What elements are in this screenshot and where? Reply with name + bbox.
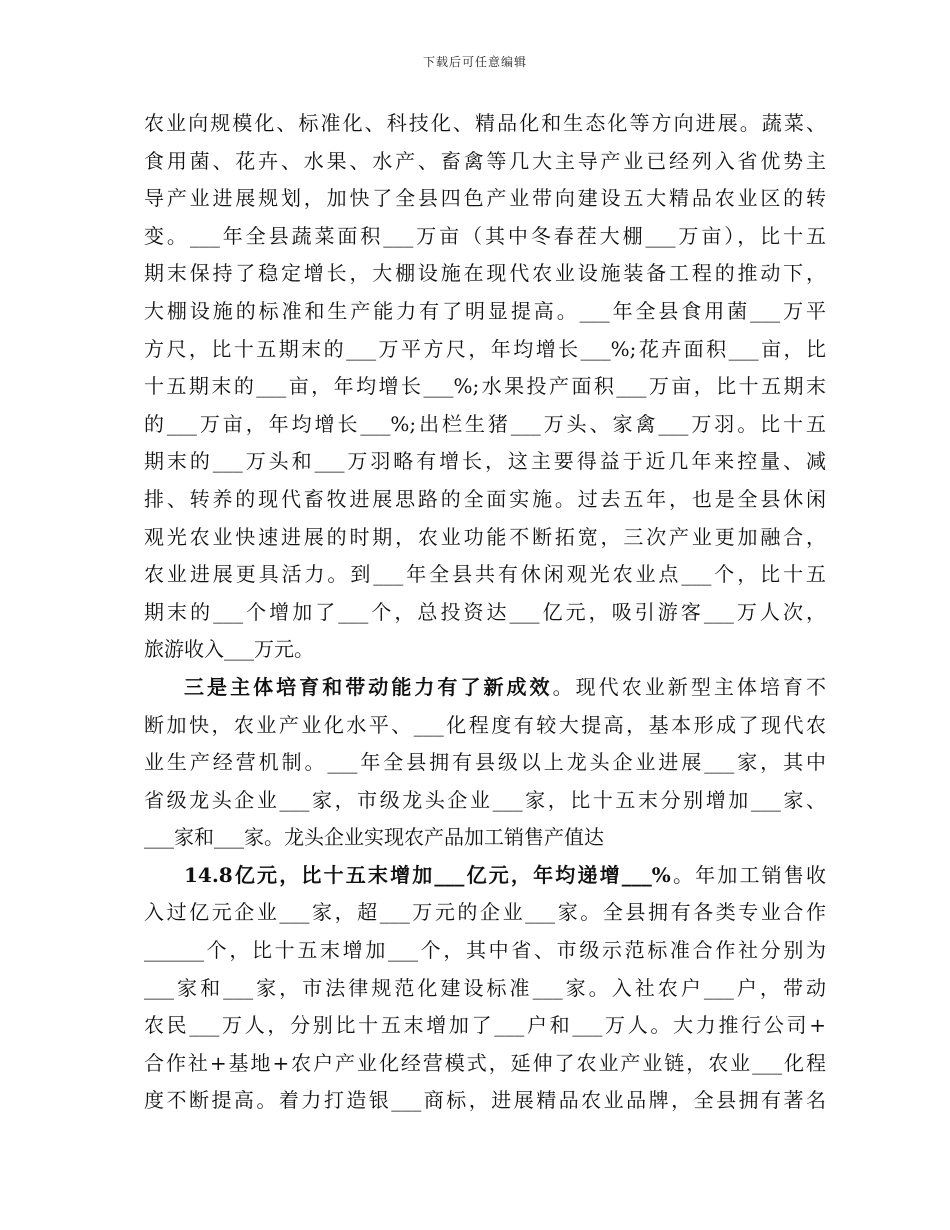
text-line: 变。___年全县蔬菜面积___万亩（其中冬春茬大棚___万亩），比十五 [144,223,826,248]
text-line: ______个，比十五末增加___个，其中省、市级示范标准合作社分别为 [144,938,826,963]
text-line: 农业向规模化、标准化、科技化、精品化和生态化等方向进展。蔬菜、 [144,111,826,135]
text-line: 业生产经营机制。___年全县拥有县级以上龙头企业进展___家，其中 [144,750,826,775]
text-line: 农民___万人，分别比十五末增加了___户和___万人。大力推行公司+ [144,1013,826,1038]
text-line: 食用菌、花卉、水果、水产、畜禽等几大主导产业已经列入省优势主 [144,148,826,173]
text-line: 断加快，农业产业化水平、___化程度有较大提高，基本形成了现代农 [144,712,826,737]
text-line: 期末的___万头和___万羽略有增长，这主要得益于近几年来控量、减 [144,449,826,474]
page-header: 下载后可任意编辑 [422,55,527,69]
text-line: 合作社+基地+农户产业化经营模式，延伸了农业产业链，农业___化程 [144,1050,826,1075]
text-line: 排、转养的现代畜牧进展思路的全面实施。过去五年，也是全县休闲 [144,486,826,511]
text-line: 旅游收入___万元。 [144,637,314,662]
paragraph-heading: 三是主体培育和带动能力有了新成效 [184,674,553,699]
paragraph-heading: 14.8亿元，比十五末增加___亿元，年均递增___% [184,862,671,887]
text-line: ___家和___家。龙头企业实现农产品加工销售产值达 [144,825,604,850]
text-line: 导产业进展规划，加快了全县四色产业带向建设五大精品农业区的转 [144,186,826,211]
text-line: 度不断提高。着力打造银___商标，进展精品农业品牌，全县拥有著名 [144,1088,826,1113]
text-line: 大棚设施的标准和生产能力有了明显提高。___年全县食用菌___万平 [144,298,826,323]
paragraph-heading-line [144,857,826,895]
text-line: 的___万亩，年均增长___%;出栏生猪___万头、家禽___万羽。比十五 [144,411,826,436]
text-line: 省级龙头企业___家，市级龙头企业___家，比十五末分别增加___家、 [144,787,826,812]
text-run: 。年加工销售收 [670,862,827,887]
text-line: ___家和___家，市法律规范化建设标准___家。入社农户___户，带动 [144,975,826,1000]
text-line: 十五期末的___亩，年均增长___%;水果投产面积___万亩，比十五期末 [144,374,826,399]
text-line: 方尺，比十五期末的___万平方尺，年均增长___%;花卉面积___亩，比 [144,336,826,361]
text-line: 期末的___个增加了___个，总投资达___亿元，吸引游客___万人次， [144,599,826,624]
document-body [144,105,826,1120]
paragraph-heading-line [144,669,826,707]
text-line: 观光农业快速进展的时期，农业功能不断拓宽，三次产业更加融合， [144,524,826,549]
text-run: 。现代农业新型主体培育不 [552,674,827,699]
text-line: 入过亿元企业___家，超___万元的企业___家。全县拥有各类专业合作 [144,900,826,925]
text-line: 期末保持了稳定增长，大棚设施在现代农业设施装备工程的推动下， [144,261,826,286]
text-line: 农业进展更具活力。到___年全县共有休闲观光农业点___个，比十五 [144,562,826,587]
